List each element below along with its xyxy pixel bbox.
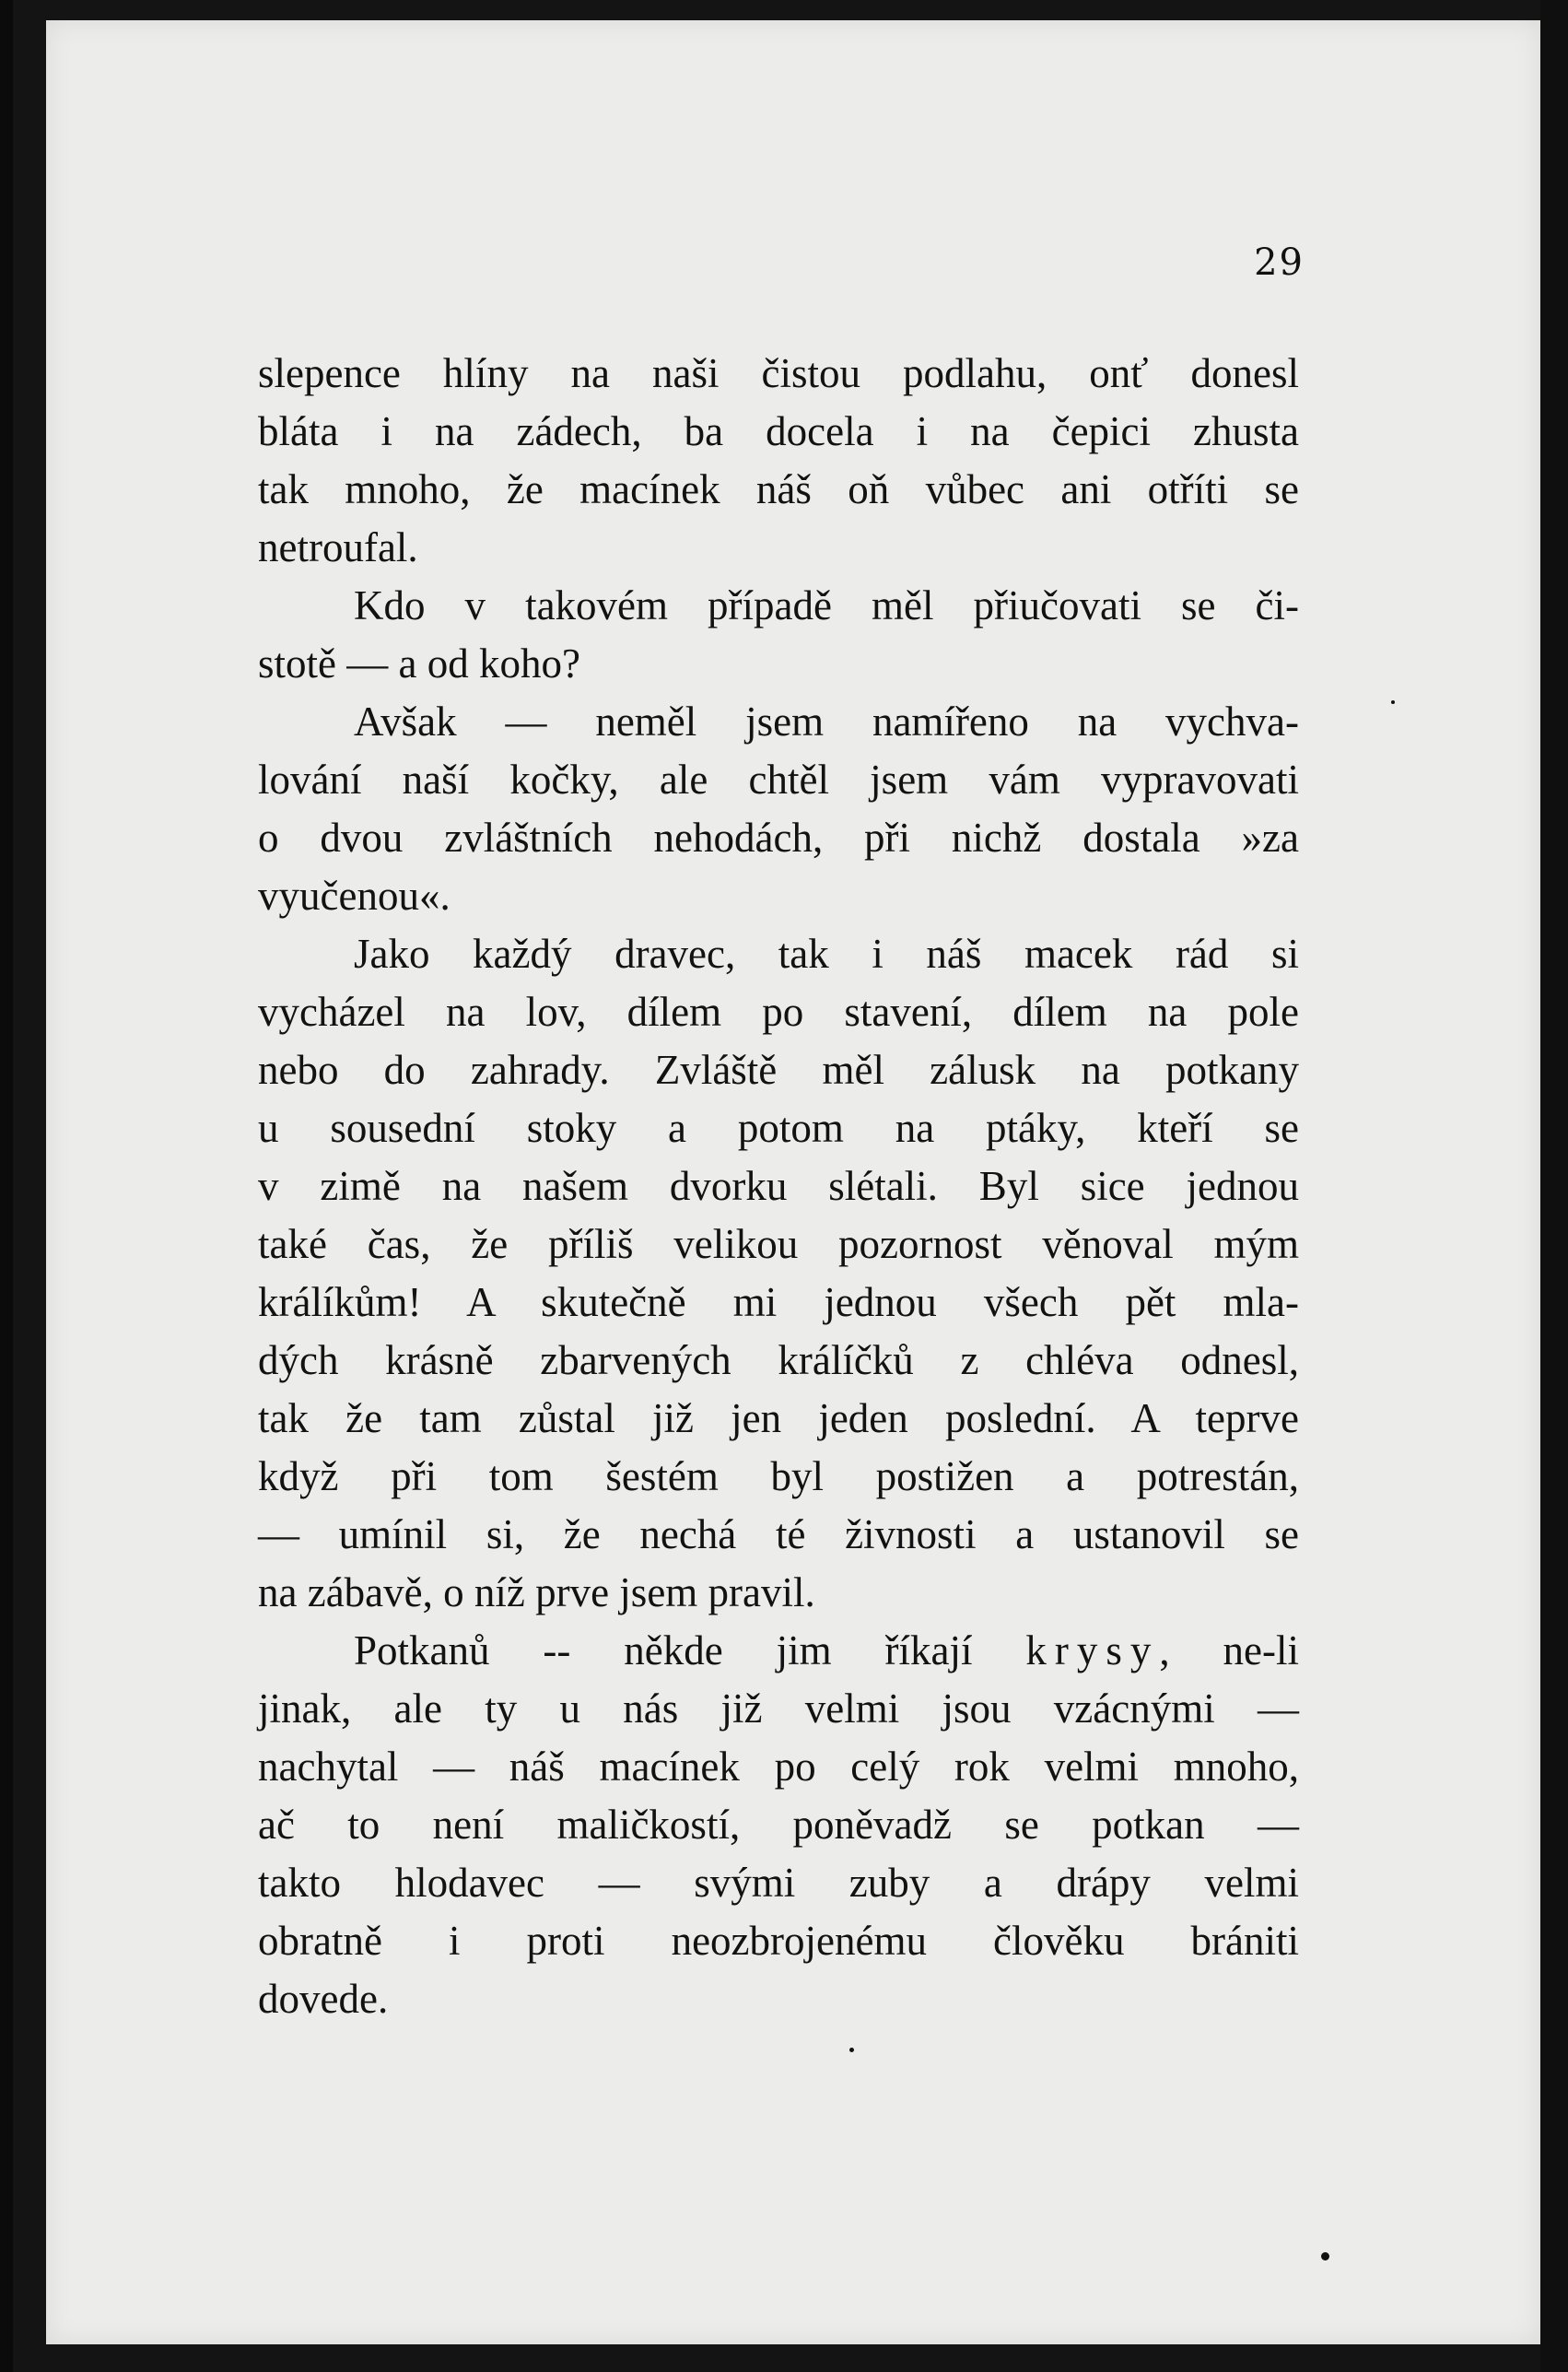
book-spine-edge bbox=[0, 0, 13, 2372]
text-line: dovede. bbox=[258, 1976, 389, 2022]
text-line: nachytal — náš macínek po celý rok velmi mnoho, bbox=[258, 1744, 1299, 1790]
text-line: v zimě na našem dvorku slétali. Byl sice jednou bbox=[258, 1163, 1299, 1209]
text-line: nebo do zahrady. Zvláště měl zálusk na potkany bbox=[258, 1047, 1299, 1093]
text-line: vycházel na lov, dílem po stavení, dílem na pole bbox=[258, 989, 1299, 1035]
text-line: tak mnoho, že macínek náš oň vůbec ani otříti se bbox=[258, 466, 1299, 512]
text-line: stotě — a od koho? bbox=[258, 640, 580, 687]
text-line: — umínil si, že nechá té živnosti a ustanovil se bbox=[258, 1511, 1299, 1557]
text-line: slepence hlíny na naši čistou podlahu, onť donesl bbox=[258, 350, 1299, 396]
text-line-paragraph-start bbox=[258, 1622, 1299, 1680]
text-line: obratně i proti neozbrojenému člověku brániti bbox=[258, 1918, 1299, 1964]
emphasized-word: krysy bbox=[1025, 1627, 1160, 1673]
page-number: 29 bbox=[1254, 241, 1305, 284]
text-line: vyučenou«. bbox=[258, 873, 451, 919]
text-line: jinak, ale ty u nás již velmi jsou vzácnými — bbox=[258, 1685, 1299, 1732]
text-line: Jako každý dravec, tak i náš macek rád si bbox=[354, 931, 1299, 977]
text-line: když při tom šestém byl postižen a potrestán, bbox=[258, 1453, 1299, 1499]
text-line: lování naší kočky, ale chtěl jsem vám vypravovati bbox=[258, 757, 1299, 803]
text-line: bláta i na zádech, ba docela i na čepici zhusta bbox=[258, 408, 1299, 454]
text-line: Kdo v takovém případě měl přiučovati se či- bbox=[354, 582, 1299, 628]
text-line: Avšak — neměl jsem namířeno na vychva- bbox=[354, 699, 1299, 745]
scan-speck bbox=[1321, 2252, 1329, 2260]
text-line: dých krásně zbarvených králíčků z chléva odnesl, bbox=[258, 1337, 1299, 1383]
text-line: netroufal. bbox=[258, 524, 418, 570]
body-text bbox=[258, 345, 1299, 2028]
text-line: ač to není maličkostí, poněvadž se potkan — bbox=[258, 1802, 1299, 1848]
text-line: na zábavě, o níž prve jsem pravil. bbox=[258, 1569, 815, 1615]
text-line: tak že tam zůstal již jen jeden poslední. A teprve bbox=[258, 1395, 1299, 1441]
scan-right-border bbox=[1540, 0, 1568, 2372]
text-line: takto hlodavec — svými zuby a drápy velmi bbox=[258, 1860, 1299, 1906]
scan-speck bbox=[1391, 700, 1395, 704]
text-fragment: Potkanů -- někde jim říkají bbox=[354, 1627, 973, 1673]
text-line: u sousední stoky a potom na ptáky, kteří se bbox=[258, 1105, 1299, 1151]
scan-speck bbox=[849, 2048, 854, 2052]
text-line: o dvou zvláštních nehodách, při nichž dostala »za bbox=[258, 815, 1299, 861]
text-fragment: , ne-li bbox=[1159, 1627, 1299, 1673]
text-line: králíkům! A skutečně mi jednou všech pět mla- bbox=[258, 1279, 1299, 1325]
text-line: také čas, že příliš velikou pozornost věnoval mým bbox=[258, 1221, 1299, 1267]
